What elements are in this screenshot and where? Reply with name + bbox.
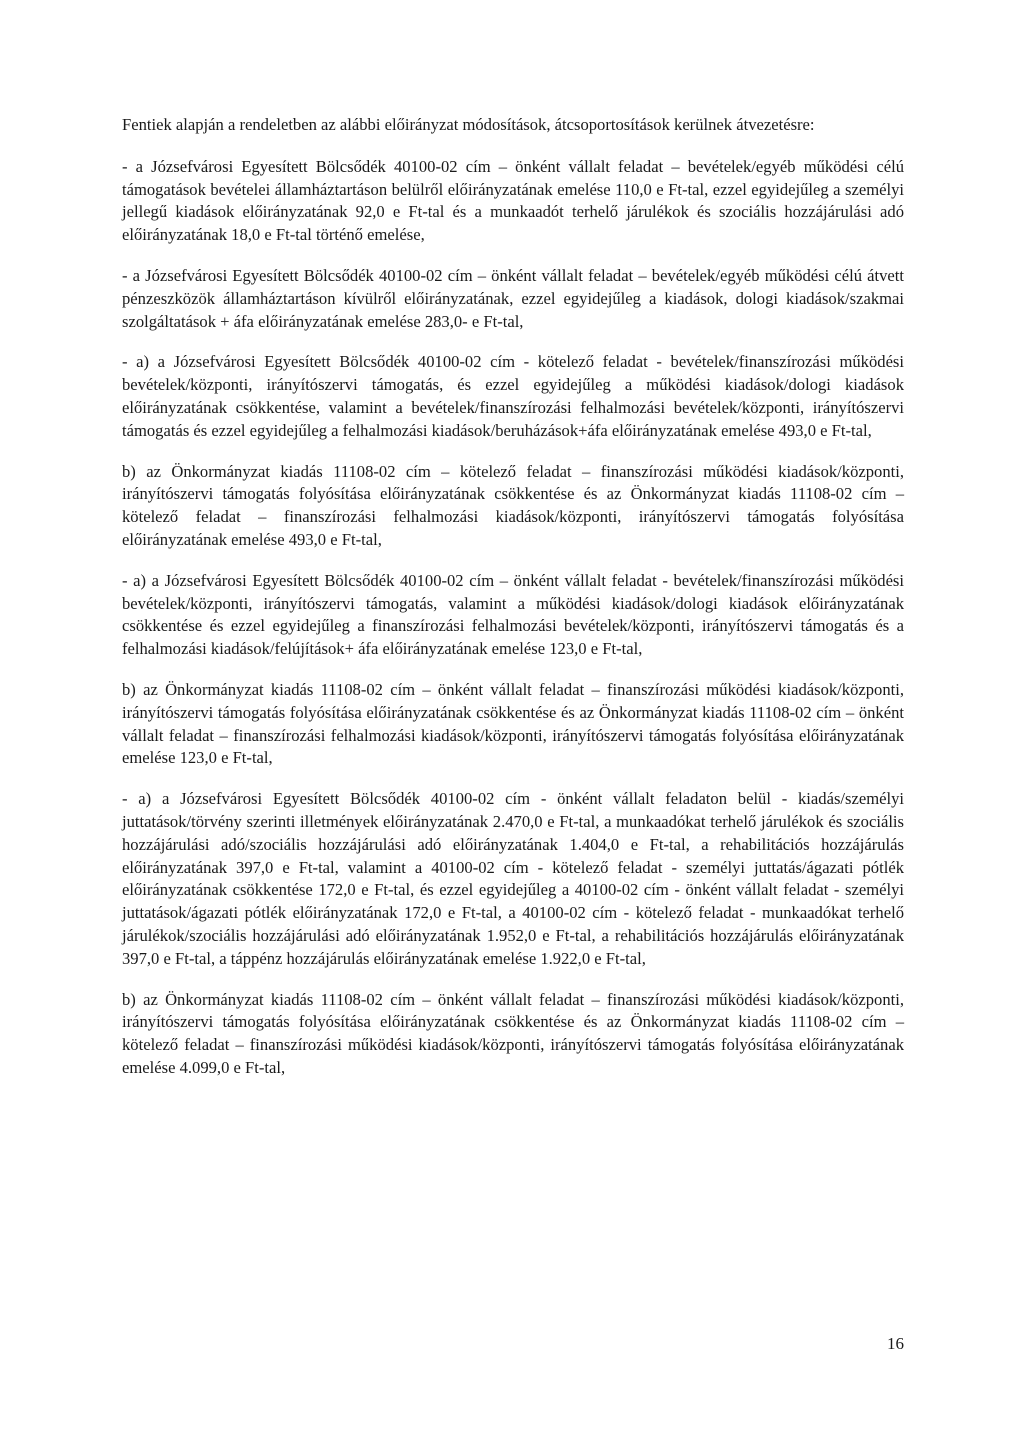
document-page xyxy=(122,114,904,1098)
paragraph-3: - a) a Józsefvárosi Egyesített Bölcsődék 40100-02 cím - kötelező feladat - bevételek/finanszírozási működési bevételek/központi, irányítószervi támogatás, és ezzel egyidejűleg a működési kiadások/dologi kiadások előirányzatának csökkentése, valamint a bevételek/finanszírozási felhalmozási bevételek/központi, irányítószervi támogatás és ezzel egyidejűleg a felhalmozási kiadások/beruházások+áfa előirányzatának emelése 493,0 e Ft-tal, xyxy=(122,352,904,440)
paragraph-2: - a Józsefvárosi Egyesített Bölcsődék 40100-02 cím – önként vállalt feladat – bevételek/egyéb működési célú átvett pénzeszközök államháztartáson kívülről előirányzatának, ezzel egyidejűleg a kiadások, dologi kiadások/szakmai szolgáltatások + áfa előirányzatának emelése 283,0- e Ft-tal, xyxy=(122,265,904,331)
page-number: 16 xyxy=(887,1334,904,1353)
paragraph-1: - a Józsefvárosi Egyesített Bölcsődék 40100-02 cím – önként vállalt feladat – bevételek/egyéb működési célú támogatások bevételei államháztartáson belülről előirányzatának emelése 110,0 e Ft-tal, ezzel egyidejűleg a személyi jellegű kiadások előirányzatának 92,0 e Ft-tal és a munkaadót terhelő járulékok és szociális hozzájárulási adó előirányzatának 18,0 e Ft-tal történő emelése, xyxy=(122,156,904,245)
paragraph-4: b) az Önkormányzat kiadás 11108-02 cím – kötelező feladat – finanszírozási működési kiadások/központi, irányítószervi támogatás folyósítása előirányzatának csökkentése és az Önkormányzat kiadás 11108-02 cím – kötelező feladat – finanszírozási felhalmozási kiadások/központi, irányítószervi támogatás folyósítása előirányzatának emelése 493,0 e Ft-tal, xyxy=(122,461,904,549)
paragraph-6: b) az Önkormányzat kiadás 11108-02 cím – önként vállalt feladat – finanszírozási működési kiadások/központi, irányítószervi támogatás folyósítása előirányzatának csökkentése és az Önkormányzat kiadás 11108-02 cím – önként vállalt feladat – finanszírozási felhalmozási kiadások/központi, irányítószervi támogatás folyósítása előirányzatának emelése 123,0 e Ft-tal, xyxy=(122,679,904,768)
intro-paragraph: Fentiek alapján a rendeletben az alábbi előirányzat módosítások, átcsoportosítások kerülnek átvezetésre: xyxy=(122,115,815,134)
paragraph-5: - a) a Józsefvárosi Egyesített Bölcsődék 40100-02 cím – önként vállalt feladat - bevételek/finanszírozási működési bevételek/központi, irányítószervi támogatás, valamint a működési kiadások/dologi kiadások előirányzatának csökkentése és ezzel egyidejűleg a finanszírozási felhalmozási bevételek/központi, irányítószervi támogatás és a felhalmozási kiadások/felújítások+ áfa előirányzatának emelése 123,0 e Ft-tal, xyxy=(122,570,904,659)
paragraph-8: b) az Önkormányzat kiadás 11108-02 cím – önként vállalt feladat – finanszírozási működési kiadások/központi, irányítószervi támogatás folyósítása előirányzatának csökkentése és az Önkormányzat kiadás 11108-02 cím – kötelező feladat – finanszírozási működési kiadások/központi, irányítószervi támogatás folyósítása előirányzatának emelése 4.099,0 e Ft-tal, xyxy=(122,989,904,1077)
paragraph-7: - a) a Józsefvárosi Egyesített Bölcsődék 40100-02 cím - önként vállalt feladaton belül - kiadás/személyi juttatások/törvény szerinti illetmények előirányzatának 2.470,0 e Ft-tal, a munkaadókat terhelő járulékok és szociális hozzájárulási adó/szociális hozzájárulási adó előirányzatának 1.404,0 e Ft-tal, a rehabilitációs hozzájárulás előirányzatának 397,0 e Ft-tal, valamint a 40100-02 cím - kötelező feladat - személyi juttatás/ágazati pótlék előirányzatának csökkentése 172,0 e Ft-tal, és ezzel egyidejűleg a 40100-02 cím - önként vállalt feladat - személyi juttatások/ágazati pótlék előirányzatának 172,0 e Ft-tal, a 40100-02 cím - kötelező feladat - munkaadókat terhelő járulékok/szociális hozzájárulási adó előirányzatának 1.952,0 e Ft-tal, a rehabilitációs hozzájárulás előirányzatának 397,0 e Ft-tal, a táppénz hozzájárulás előirányzatának emelése 1.922,0 e Ft-tal, xyxy=(122,789,904,968)
